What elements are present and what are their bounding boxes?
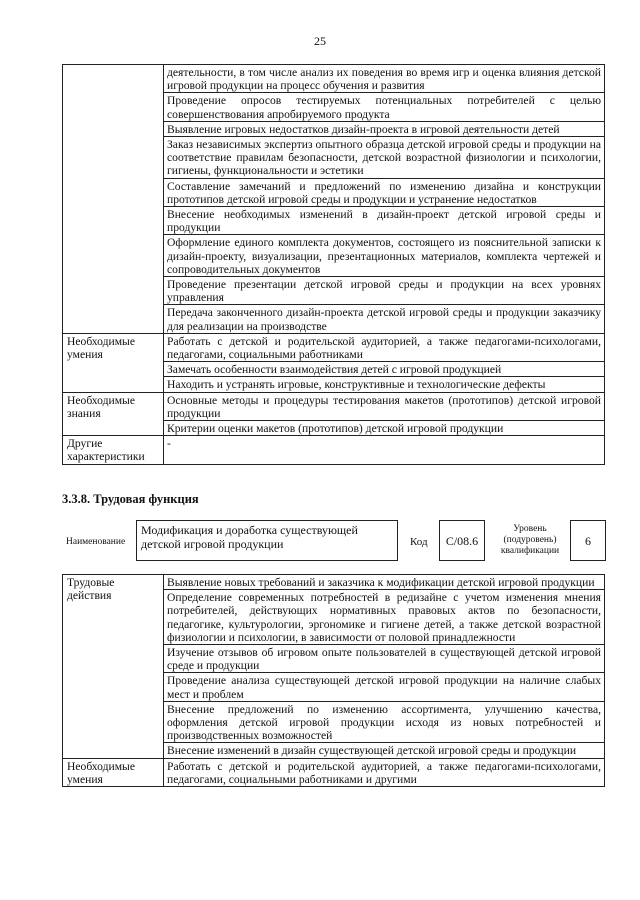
row-item-text: Работать с детской и родительской аудиторией, а также педагогами-психологами, педагогами, социальными работниками и другими — [164, 758, 605, 786]
table-row — [63, 333, 605, 361]
row-item-text: Находить и устранять игровые, конструктивные и технологические дефекты — [164, 377, 605, 392]
function-name-value: Модификация и доработка существующей детской игровой продукции — [141, 523, 358, 551]
row-item-text: Внесение предложений по изменению ассортимента, улучшению качества, оформления детской игровой продукции исходя из новых потребностей и производственных возможностей — [164, 701, 605, 743]
row-item-text: Изучение отзывов об игровом опыте пользователей в существующей детской игровой среде и продукции — [164, 645, 605, 673]
row-item-text: Основные методы и процедуры тестирования макетов (прототипов) детской игровой продукции — [164, 392, 605, 420]
table-row — [63, 575, 605, 590]
level-label: Уровень (подуровень) квалификации — [500, 524, 560, 556]
row-label — [63, 65, 164, 334]
page-number: 25 — [314, 34, 326, 48]
row-item-text: Критерии оценки макетов (прототипов) детской игровой продукции — [164, 421, 605, 436]
table-row — [63, 392, 605, 420]
row-item-text: Составление замечаний и предложений по изменению дизайна и конструкции прототипов детской игровой среды и продукции и устранение недостатков — [164, 178, 605, 206]
code-value-box — [439, 520, 485, 561]
row-item-text: Проведение опросов тестируемых потенциальных потребителей с целью совершенствования апробируемого продукта — [164, 93, 605, 121]
row-item-text: Передача законченного дизайн-проекта детской игровой среды и продукции заказчику для реализации на производстве — [164, 305, 605, 333]
code-value: C/08.6 — [445, 533, 479, 548]
row-item-text: деятельности, в том числе анализ их поведения во время игр и оценка влияния детской игровой продукции на процесс обучения и развития — [164, 65, 605, 93]
row-item-text: Проведение анализа существующей детской игровой продукции на наличие слабых мест и проблем — [164, 673, 605, 701]
name-label: Наименование — [66, 537, 126, 547]
row-item-text: Замечать особенности взаимодействия детей с игровой продукцией — [164, 362, 605, 377]
row-item-text: Внесение изменений в дизайн существующей детской игровой среды и продукции — [164, 743, 605, 758]
table-row — [63, 65, 605, 93]
section-heading: 3.3.8. Трудовая функция — [62, 492, 199, 506]
row-item-text: - — [164, 436, 605, 464]
row-item-text: Определение современных потребностей в редизайне с учетом изменения мнения потребителей, действующих нормативных правовых актов по безопасности, педагогике, культурологии, эргономике и гигиене детей, а также детской возрастной физиологии и психологии, в зависимости от половой принадлежности — [164, 590, 605, 645]
row-label: Необходимые умения — [63, 333, 164, 392]
row-label: Необходимые знания — [63, 392, 164, 436]
row-label: Трудовые действия — [63, 575, 164, 759]
row-item-text: Внесение необходимых изменений в дизайн-проект детской игровой среды и продукции — [164, 207, 605, 235]
row-item-text: Оформление единого комплекта документов, состоящего из пояснительной записки к дизайн-проекту, визуализации, презентационных материалов, комплекта чертежей и сопроводительных документов — [164, 235, 605, 277]
function-name-box — [136, 520, 398, 561]
row-label: Необходимые умения — [63, 758, 164, 786]
level-value-box — [570, 520, 606, 561]
table-row — [63, 436, 605, 464]
row-item-text: Проведение презентации детской игровой среды и продукции на всех уровнях управления — [164, 277, 605, 305]
row-item-text: Работать с детской и родительской аудиторией, а также педагогами-психологами, педагогами, социальными работниками — [164, 333, 605, 361]
row-item-text: Заказ независимых экспертиз опытного образца детской игровой среды и продукции на соответствие правилам безопасности, детской возрастной физиологии и психологии, гигиены, функциональности и эстетики — [164, 137, 605, 179]
row-item-text: Выявление игровых недостатков дизайн-проекта в игровой деятельности детей — [164, 121, 605, 136]
row-item-text: Выявление новых требований и заказчика к модификации детской игровой продукции — [164, 575, 605, 590]
requirements-table-bottom — [62, 574, 605, 787]
requirements-table-top — [62, 64, 605, 465]
row-label: Другие характеристики — [63, 436, 164, 464]
code-label: Код — [410, 536, 428, 548]
table-row — [63, 758, 605, 786]
level-value: 6 — [585, 533, 591, 548]
